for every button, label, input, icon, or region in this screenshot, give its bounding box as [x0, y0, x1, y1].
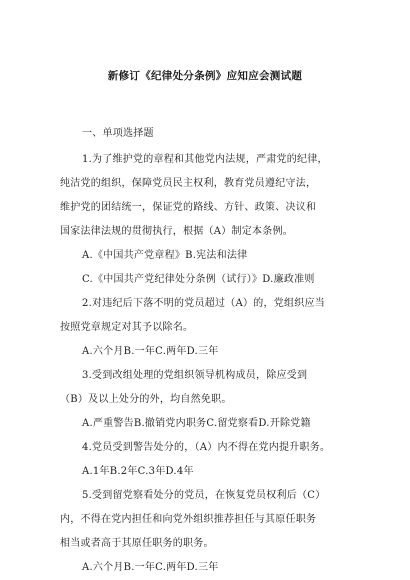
question-4-options: A.1年B.2年C.3年D.4年: [82, 466, 194, 477]
question-3-line-1: 3.受到改组处理的党组织领导机构成员，除应受到: [82, 370, 308, 381]
question-1-line-2: 纯洁党的组织，保障党员民主权利，教育党员遵纪守法，: [60, 178, 317, 189]
question-5-line-3: 相当或者高于其原任职务的职务。: [60, 538, 214, 549]
question-3-options: A.严重警告B.撤销党内职务C.留党察看D.开除党籍: [82, 418, 311, 429]
question-5-line-1: 5.受到留党察看处分的党员，在恢复党员权利后（C）: [82, 490, 326, 501]
section-heading: 一、单项选择题: [82, 128, 154, 139]
question-5-line-2: 内，不得在党内担任和向党外组织推荐担任与其原任职务: [60, 514, 317, 525]
question-5-options: A.六个月B.一年C.两年D.三年: [82, 562, 219, 573]
question-2-line-1: 2.对违纪后下落不明的党员超过（A）的，党组织应当: [82, 298, 326, 309]
question-1-line-3: 维护党的团结统一，保证党的路线、方针、政策、决议和: [60, 202, 317, 213]
question-1-options-ab: A.《中国共产党章程》B.宪法和法律: [82, 250, 248, 261]
question-2-options: A.六个月B.一年C.两年D.三年: [82, 346, 219, 357]
question-3-line-2: （B）及以上处分的外，均自然免职。: [60, 394, 232, 405]
question-2-line-2: 按照党章规定对其予以除名。: [60, 322, 194, 333]
question-1-line-4: 国家法律法规的贯彻执行，根据（A）制定本条例。: [60, 226, 293, 237]
question-1-line-1: 1.为了维护党的章程和其他党内法规，严肃党的纪律，: [82, 154, 328, 165]
question-1-options-cd: C.《中国共产党纪律处分条例（试行）》D.廉政准则: [82, 274, 315, 285]
question-4-line-1: 4.党员受到警告处分的，（A）内不得在党内提升职务。: [82, 442, 331, 453]
document-title: 新修订《纪律处分条例》应知应会测试题: [107, 70, 303, 82]
